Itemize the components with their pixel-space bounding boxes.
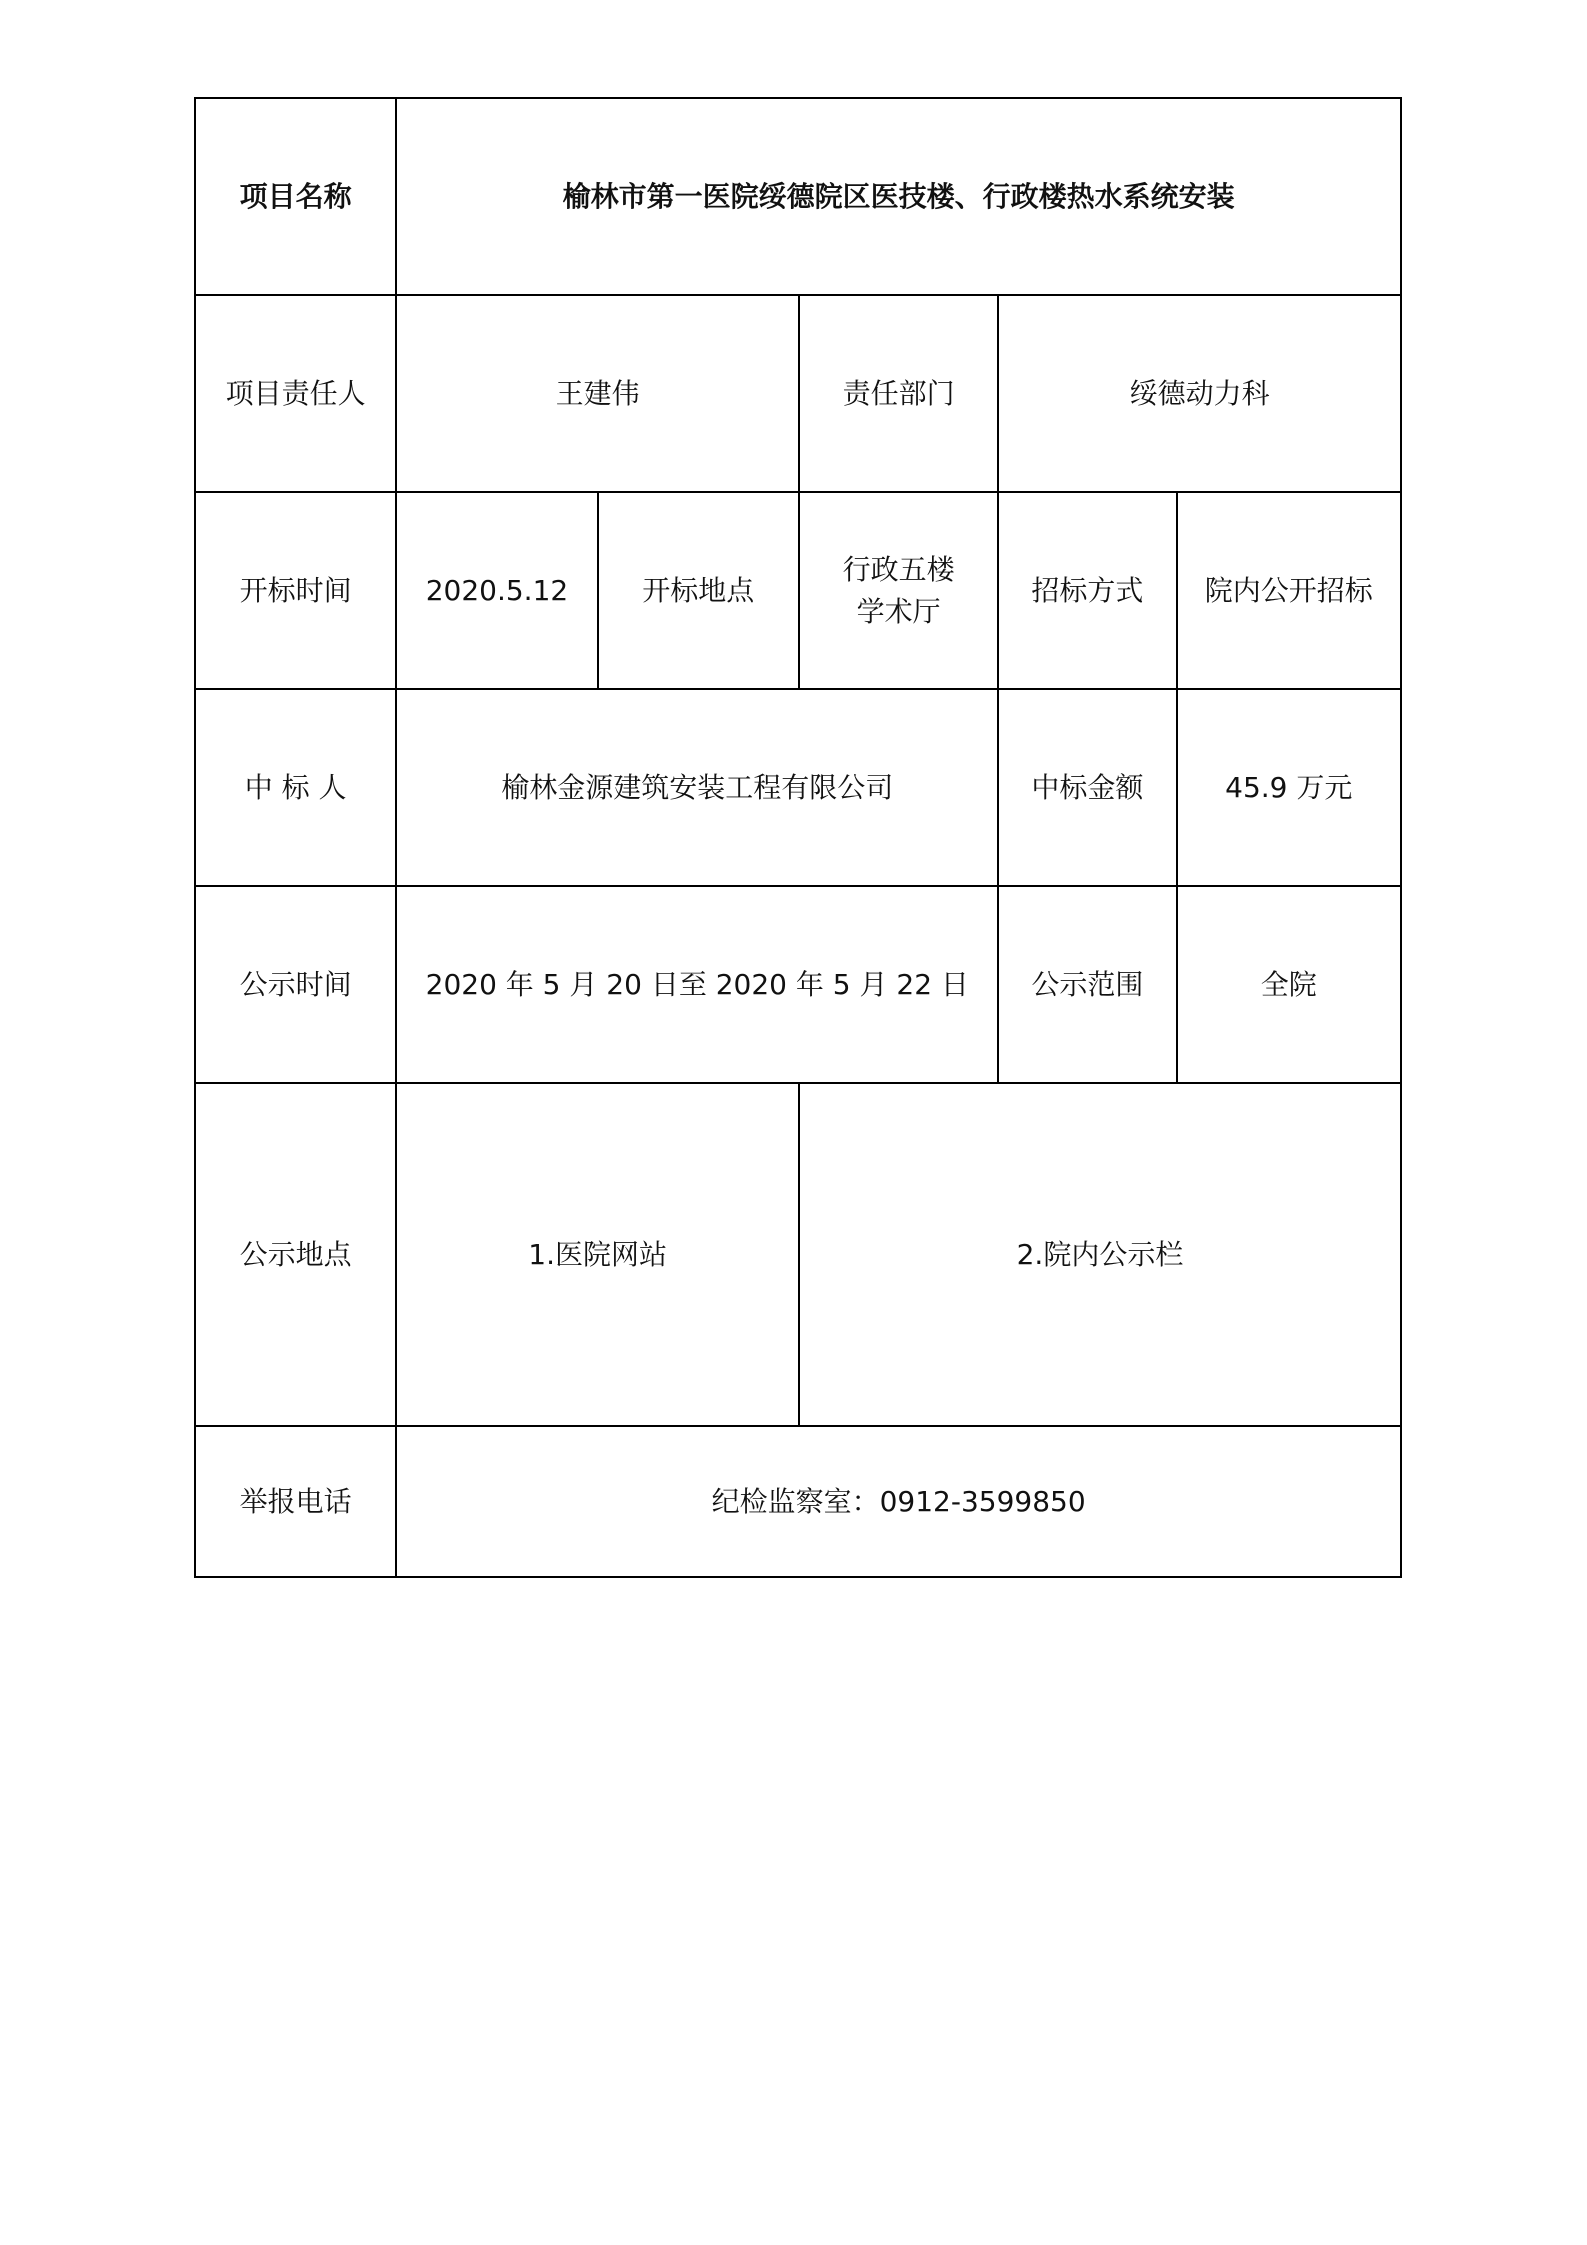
row-report bbox=[195, 1426, 1401, 1577]
row-responsible bbox=[195, 295, 1401, 492]
bid-place-value bbox=[799, 492, 998, 689]
publicity-place-label: 公示地点 bbox=[195, 1083, 396, 1426]
bid-result-table bbox=[194, 97, 1402, 1578]
report-value: 纪检监察室：0912-3599850 bbox=[396, 1426, 1401, 1577]
report-label: 举报电话 bbox=[195, 1426, 396, 1577]
winner-value: 榆林金源建筑安装工程有限公司 bbox=[396, 689, 998, 886]
row-bid-opening bbox=[195, 492, 1401, 689]
project-name-value: 榆林市第一医院绥德院区医技楼、行政楼热水系统安装 bbox=[396, 98, 1401, 295]
row-project-name bbox=[195, 98, 1401, 295]
publicity-scope-label: 公示范围 bbox=[998, 886, 1176, 1083]
bid-time-label: 开标时间 bbox=[195, 492, 396, 689]
responsible-person-value: 王建伟 bbox=[396, 295, 799, 492]
publicity-place-2: 2.院内公示栏 bbox=[799, 1083, 1401, 1426]
project-name-label: 项目名称 bbox=[195, 98, 396, 295]
publicity-time-label: 公示时间 bbox=[195, 886, 396, 1083]
bid-place-line1: 行政五楼 bbox=[842, 552, 955, 586]
bid-method-label: 招标方式 bbox=[998, 492, 1176, 689]
row-winner bbox=[195, 689, 1401, 886]
bid-time-value: 2020.5.12 bbox=[396, 492, 597, 689]
winning-amount-value: 45.9 万元 bbox=[1177, 689, 1401, 886]
bid-method-value: 院内公开招标 bbox=[1177, 492, 1401, 689]
bid-place-line2: 学术厅 bbox=[856, 594, 941, 628]
notice-sheet bbox=[194, 97, 1402, 1578]
row-publicity-time bbox=[195, 886, 1401, 1083]
winner-label: 中 标 人 bbox=[195, 689, 396, 886]
bid-place-label: 开标地点 bbox=[598, 492, 799, 689]
winning-amount-label: 中标金额 bbox=[998, 689, 1176, 886]
publicity-time-value: 2020 年 5 月 20 日至 2020 年 5 月 22 日 bbox=[396, 886, 998, 1083]
responsible-dept-label: 责任部门 bbox=[799, 295, 998, 492]
responsible-person-label: 项目责任人 bbox=[195, 295, 396, 492]
publicity-place-1: 1.医院网站 bbox=[396, 1083, 799, 1426]
publicity-scope-value: 全院 bbox=[1177, 886, 1401, 1083]
responsible-dept-value: 绥德动力科 bbox=[998, 295, 1401, 492]
row-publicity-place bbox=[195, 1083, 1401, 1426]
